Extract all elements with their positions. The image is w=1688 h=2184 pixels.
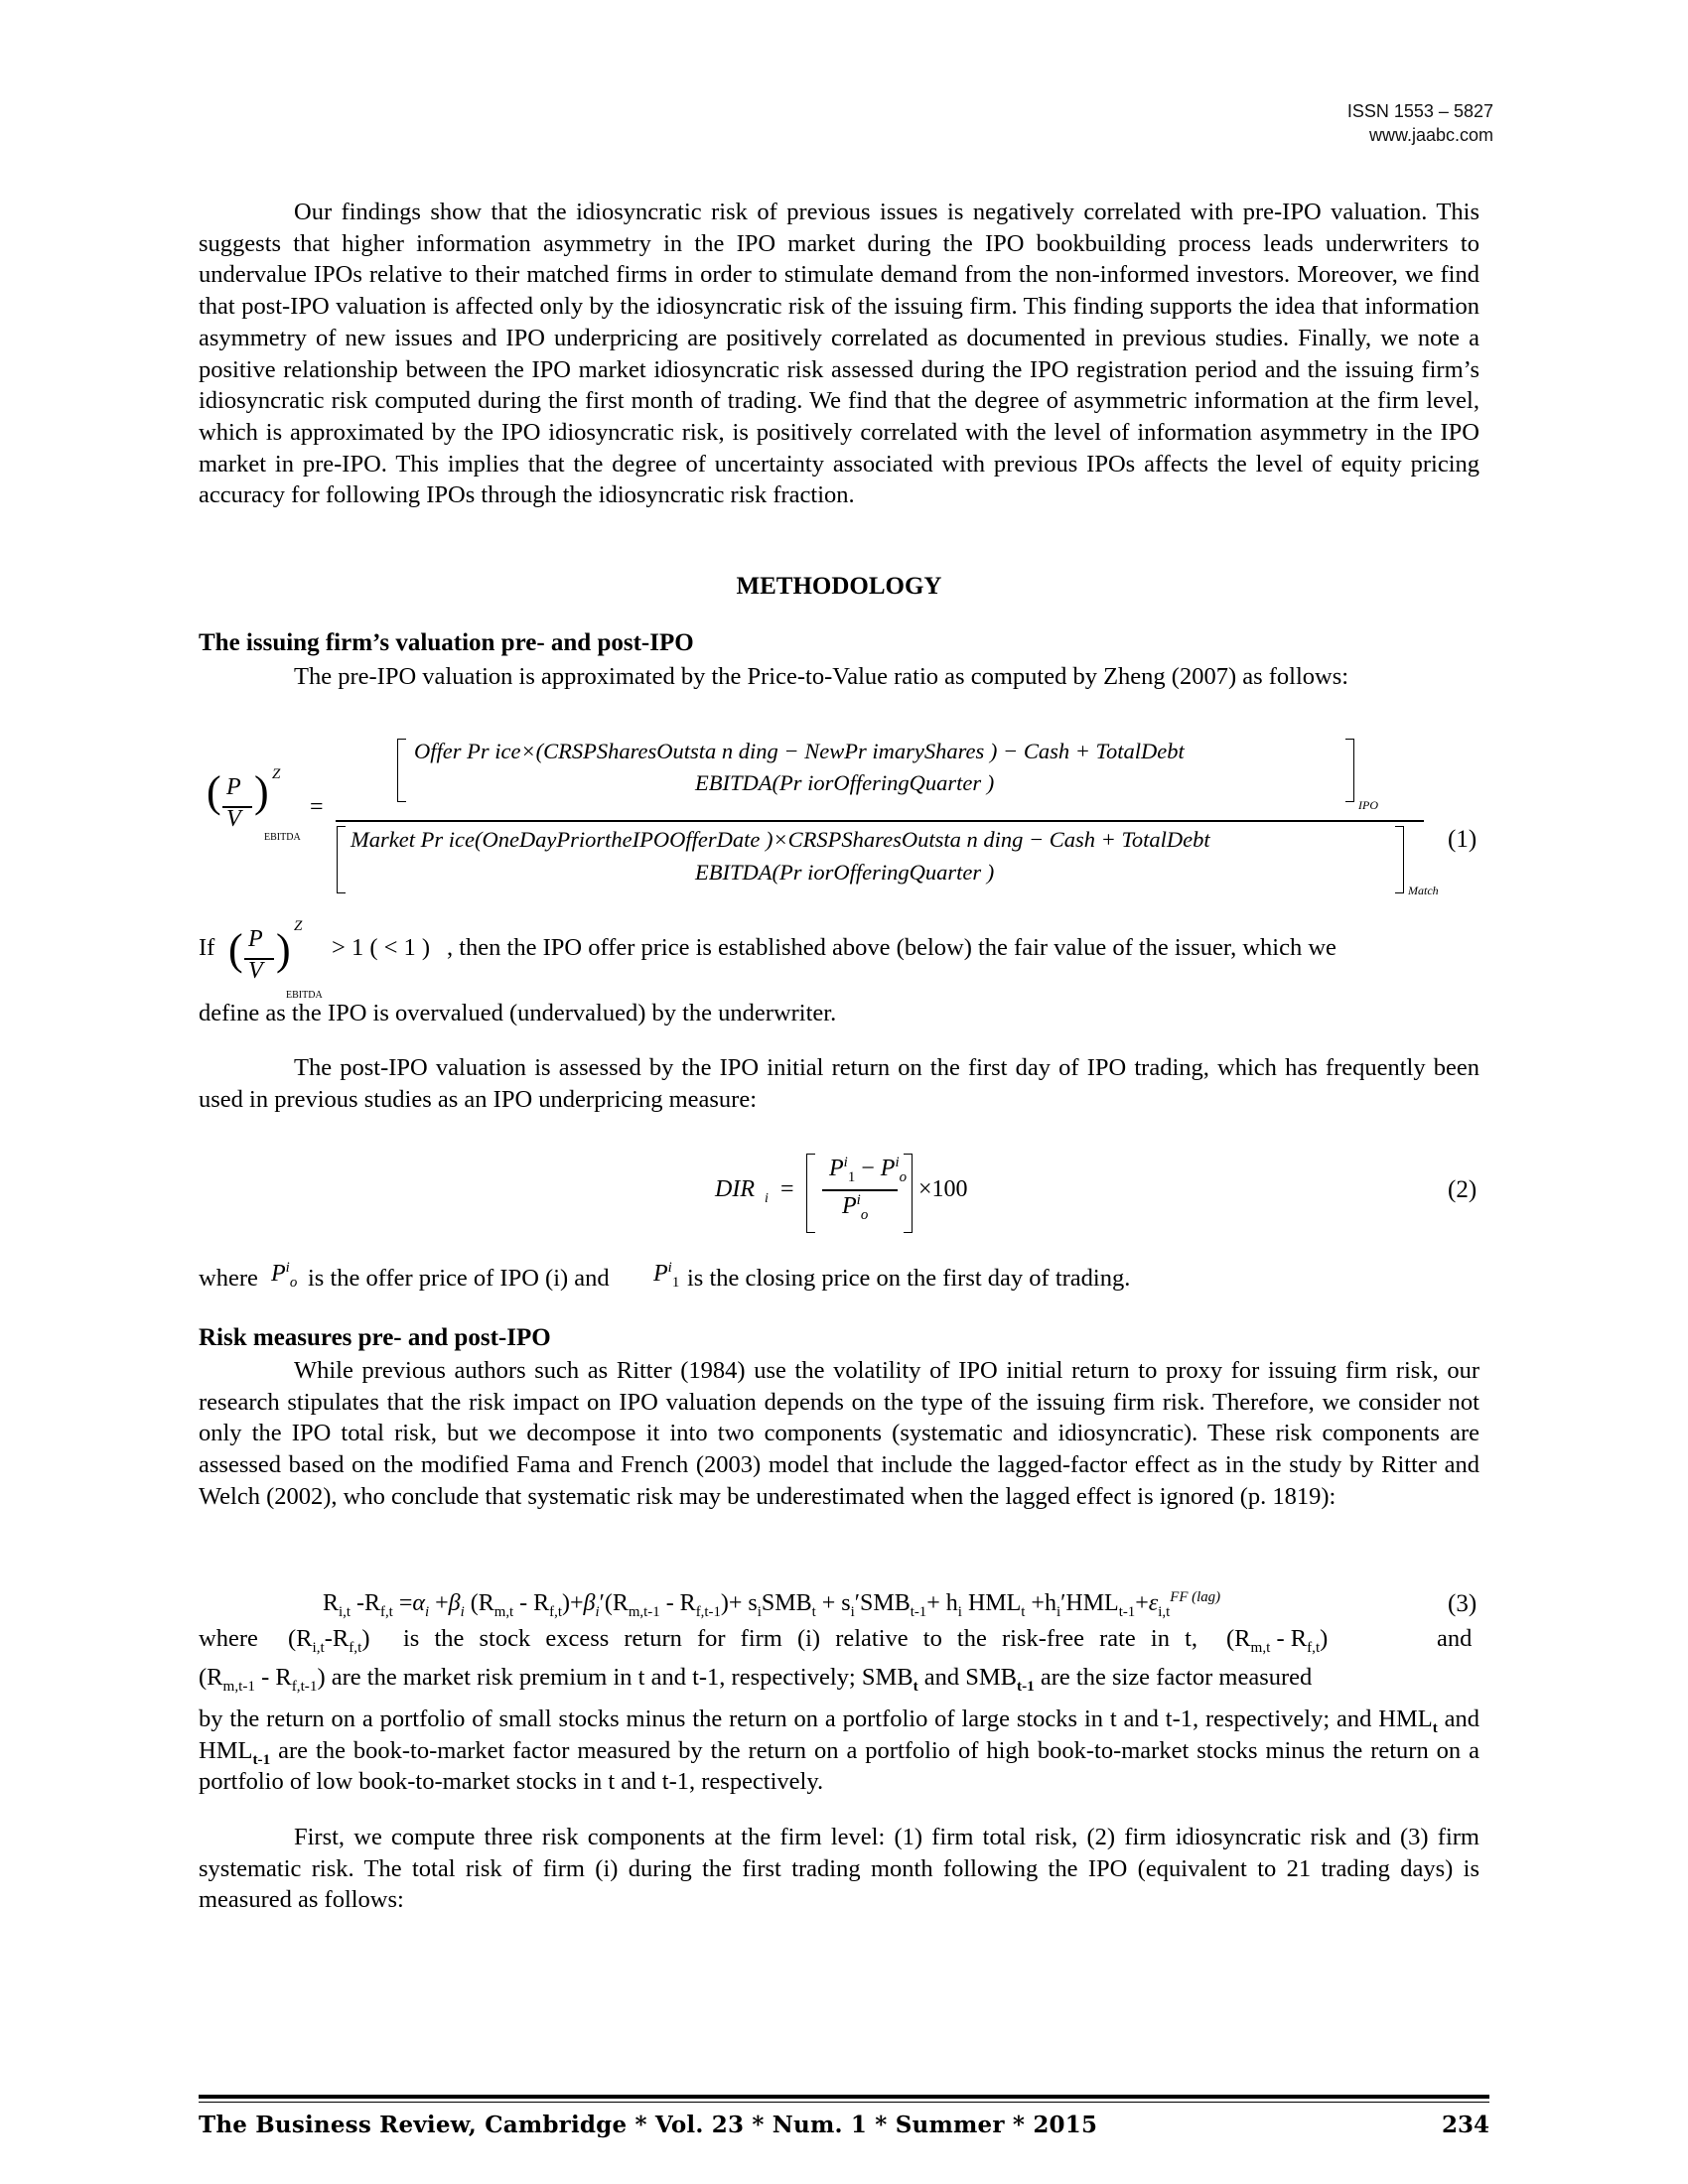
- eq2-equals: =: [780, 1176, 794, 1202]
- num-bracket-right: [1345, 739, 1354, 802]
- where3-rest-a: by the return on a portfolio of small stocks minus the return on a portfolio of large stocks in t and t-1, respectively; and HML: [199, 1706, 1433, 1732]
- subsection-heading-valuation: The issuing firm’s valuation pre- and post-IPO: [199, 629, 694, 656]
- subsection-heading-risk: Risk measures pre- and post-IPO: [199, 1324, 551, 1351]
- where-word: where: [199, 1265, 258, 1292]
- page-number: 234: [1441, 2112, 1489, 2138]
- lhs-sub-ebitda: EBITDA: [264, 832, 301, 843]
- num-bracket-left: [397, 739, 406, 802]
- journal-website: www.jaabc.com: [1368, 125, 1493, 145]
- where-text-2: is the closing price on the first day of trading.: [687, 1265, 1131, 1292]
- if-clause: [199, 918, 1489, 1001]
- den-bracket-left: [337, 826, 346, 893]
- where3-text-2c: are the size factor measured: [1040, 1664, 1313, 1691]
- if-paren-open: (: [228, 925, 243, 974]
- num-top-expression: Offer Pr ice×(CRSPSharesOutsta n ding − NewPr imaryShares ) − Cash + TotalDebt: [414, 739, 1185, 763]
- if-text: , then the IPO offer price is established above (below) the fair value of the issuer, which we: [447, 934, 1336, 961]
- eq2-bracket-left: [806, 1154, 815, 1233]
- running-header: [1347, 99, 1493, 147]
- where3-word: where: [199, 1625, 258, 1652]
- eq2-times-100: ×100: [918, 1176, 968, 1202]
- if-sup-z: Z: [294, 918, 303, 934]
- where3-text-1: is the stock excess return for firm (i) relative to the risk-free rate in t,: [403, 1625, 1197, 1652]
- issn-label: ISSN 1553 – 5827: [1346, 101, 1493, 121]
- equation-2: [695, 1152, 1489, 1241]
- if-paren-close: ): [276, 925, 291, 974]
- equation-1: [199, 735, 1489, 903]
- where3-text-2b: and SMB: [923, 1664, 1018, 1691]
- p-o-symbol: $P^i_o$: [271, 1260, 298, 1291]
- if-p: P: [248, 926, 263, 952]
- lagged-premium-symbol: $(R_{m,t-1} - R_{f,t-1})$: [199, 1664, 326, 1695]
- where-eq3-rest: by the return on a portfolio of small stocks minus the return on a portfolio of large stocks in t and t-1, respectively; and $HML_t$ and $HML_{t-1}$ are the book-to-market factor measured by the return on a portfolio of high book-to-market stocks minus the return on a portfolio of low book-to-market stocks in t and t-1, respectively.: [199, 1706, 1480, 1796]
- post-ipo-paragraph: The post-IPO valuation is assessed by the IPO initial return on the first day of IPO trading, which has frequently been used in previous studies as an IPO underpricing measure:: [199, 1054, 1479, 1113]
- dir-symbol: DIR: [715, 1176, 755, 1202]
- risk-paragraph: While previous authors such as Ritter (1984) use the volatility of IPO initial return to proxy for issuing firm risk, our research stipulates that the risk impact on IPO valuation depends on the type of the issuing firm risk. Therefore, we consider not only the IPO total risk, but we decompose it into two components (systematic and idiosyncratic). These risk components are assessed based on the modified Fama and French (2003) model that include the lagged-factor effect as in the study by Ritter and Welch (2002), who conclude that systematic risk may be underestimated when the lagged effect is ignored (p. 1819):: [199, 1357, 1479, 1510]
- equation-2-number: (2): [1448, 1176, 1477, 1203]
- excess-return-symbol: $(R_{i,t}-R_{f,t})$: [288, 1625, 370, 1656]
- footer-journal: The Business Review, Cambridge * Vol. 23 * Num. 1 * Summer * 2015: [199, 2112, 1098, 2138]
- eq2-fraction-bar: [822, 1189, 898, 1191]
- if-word: If: [199, 934, 215, 961]
- eq2-bracket-right: [904, 1154, 913, 1233]
- den-bottom-expression: EBITDA(Pr iorOfferingQuarter ): [695, 860, 995, 885]
- footer-rule-thick: [199, 2095, 1489, 2099]
- section-title: METHODOLOGY: [736, 573, 942, 600]
- if-v: V: [248, 958, 263, 984]
- if-condition: > 1 ( < 1 ): [332, 934, 431, 961]
- equation-1-number: (1): [1448, 826, 1477, 853]
- valuation-paragraph: The pre-IPO valuation is approximated by the Price-to-Value ratio as computed by Zheng (2007) as follows:: [294, 663, 1349, 690]
- final-paragraph: First, we compute three risk components at the firm level: (1) firm total risk, (2) firm idiosyncratic risk and (3) firm systematic risk. The total risk of firm (i) during the first trading month following the IPO (equivalent to 21 trading days) is measured as follows:: [199, 1824, 1479, 1914]
- intro-paragraph: Our findings show that the idiosyncratic risk of previous issues is negatively correlated with pre-IPO valuation. This suggests that higher information asymmetry in the IPO market during the IPO bookbuilding process leads underwriters to undervalue IPOs relative to their matched firms in order to stimulate demand from the non-informed investors. Moreover, we find that post-IPO valuation is affected only by the idiosyncratic risk of the issuing firm. This finding supports the idea that information asymmetry of new issues and IPO underpricing are positively correlated as documented in previous studies. Finally, we note a positive relationship between the IPO market idiosyncratic risk assessed during the IPO registration period and the issuing firm’s idiosyncratic risk computed during the first month of trading. We find that the degree of asymmetric information at the firm level, which is approximated by the IPO idiosyncratic risk, is positively correlated with the level of information asymmetry in the IPO market in pre-IPO. This implies that the degree of uncertainty associated with previous IPOs affects the level of equity pricing accuracy for following IPOs through the idiosyncratic risk fraction.: [199, 199, 1479, 509]
- main-fraction-bar: [336, 820, 1424, 822]
- num-bottom-expression: EBITDA(Pr iorOfferingQuarter ): [695, 770, 995, 795]
- lhs-sup-z: Z: [272, 766, 281, 782]
- num-sub-ipo: IPO: [1358, 798, 1378, 812]
- lhs-v: V: [226, 806, 241, 832]
- where3-rest-b: and HML: [199, 1706, 1480, 1764]
- equation-3-number: (3): [1448, 1590, 1477, 1617]
- where-eq2: [199, 1261, 1489, 1300]
- den-sub-match: Match: [1408, 884, 1439, 897]
- where-eq3-line1: [199, 1621, 1479, 1661]
- where-eq3-line2: $(R_{m,t-1} - R_{f,t-1})$ are the market risk premium in t and t-1, respectively; $SMB_t$ and $SMB_{t-1}$ are the size factor measured: [199, 1664, 1313, 1695]
- where3-rest-c: are the book-to-market factor measured by the return on a portfolio of high book-to-market stocks minus the return on a portfolio of low book-to-market stocks in t and t-1, respectively.: [199, 1736, 1479, 1796]
- eq3-expression: $R_{i,t}$ $-R_{f,t} =\alpha_i +\beta_i$ $(R_{m,t} - R_{f,t})+\beta_i'(R_{m,t-1} - R_{f,t-1})+ s_iSMB_t + s_i'SMB_{t-1}+ h_i$ $HML_t +h_i'HML_{t-1}+\varepsilon_{i,t}^{FF (lag)}$: [323, 1589, 1221, 1620]
- where-text-1: is the offer price of IPO (i) and: [308, 1265, 610, 1292]
- eq2-num: $P^i_1 - P^i_o$: [829, 1155, 908, 1185]
- lhs-p: P: [226, 774, 241, 800]
- eq2-den: $P^i_o$: [842, 1192, 869, 1223]
- where3-text-2: are the market risk premium in t and t-1, respectively; SMB: [331, 1664, 914, 1691]
- where3-and: and: [1437, 1625, 1473, 1652]
- p-1-symbol: $P^i_1$: [653, 1260, 680, 1291]
- den-bracket-right: [1395, 826, 1404, 893]
- equation-3: [199, 1584, 1489, 1624]
- if-continuation: define as the IPO is overvalued (undervalued) by the underwriter.: [199, 1000, 837, 1026]
- dir-subscript: i: [765, 1191, 769, 1206]
- market-premium-symbol: $(R_{m,t} - R_{f,t})$: [1226, 1625, 1329, 1656]
- footer-rule-thin: [199, 2102, 1489, 2103]
- equals-sign: =: [310, 794, 324, 820]
- lhs-paren-open: (: [207, 767, 221, 816]
- if-sub-ebitda: EBITDA: [286, 990, 323, 1001]
- den-top-expression: Market Pr ice(OneDayPriortheIPOOfferDate )×CRSPSharesOutsta n ding − Cash + TotalDebt: [351, 827, 1210, 852]
- lhs-paren-close: ): [254, 767, 269, 816]
